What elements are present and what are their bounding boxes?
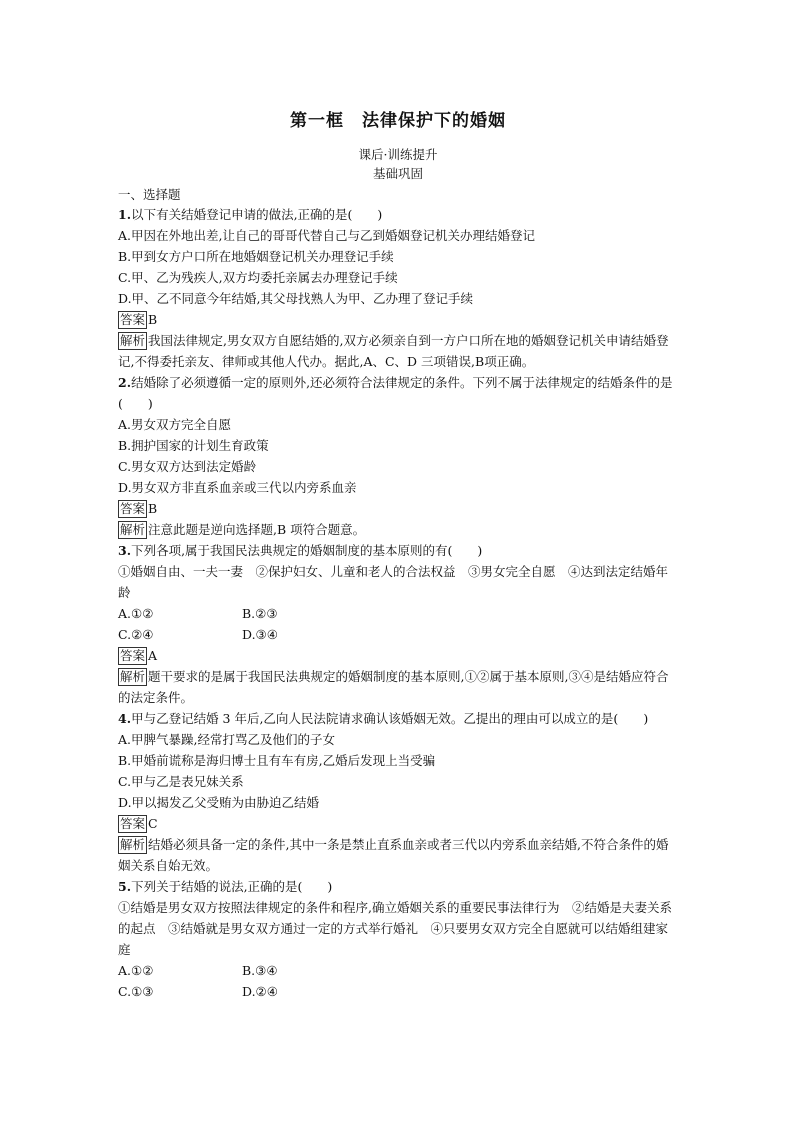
question-2	[118, 372, 678, 540]
question-stem: 甲与乙登记结婚 3 年后,乙向人民法院请求确认该婚姻无效。乙提出的理由可以成立的是( )	[131, 711, 649, 726]
analysis-text: 注意此题是逆向选择题,B 项符合题意。	[148, 522, 366, 537]
analysis-tag: 解析	[120, 522, 146, 537]
option-d: D.男女双方非直系血亲或三代以内旁系血亲	[118, 480, 357, 495]
subtitle-practice: 课后·训练提升	[358, 147, 438, 162]
answer-value: B	[148, 312, 158, 327]
option-b: B.甲婚前谎称是海归博士且有车有房,乙婚后发现上当受骗	[118, 753, 436, 768]
answer-tag: 答案	[120, 312, 146, 327]
answer-value: A	[148, 648, 158, 663]
option-d: D.③④	[242, 627, 278, 642]
question-number: 3.	[118, 543, 132, 558]
analysis-text: 题干要求的是属于我国民法典规定的婚姻制度的基本原则,①②属于基本原则,③④是结婚应符合的法定条件。	[118, 669, 669, 705]
option-c: C.①③	[118, 984, 154, 999]
option-c: C.男女双方达到法定婚龄	[118, 459, 257, 474]
question-3	[118, 540, 678, 708]
option-a: A.男女双方完全自愿	[118, 417, 232, 432]
question-stem: 以下有关结婚登记申请的做法,正确的是( )	[131, 207, 383, 222]
answer-value: C	[148, 816, 158, 831]
option-a: A.①②	[118, 963, 154, 978]
analysis-tag: 解析	[120, 837, 146, 852]
question-stem: 结婚除了必须遵循一定的原则外,还必须符合法律规定的条件。下列不属于法律规定的结婚条件的是( )	[118, 375, 673, 411]
option-a: A.甲脾气暴躁,经常打骂乙及他们的子女	[118, 732, 335, 747]
question-number: 1.	[118, 207, 132, 222]
option-c: C.甲、乙为残疾人,双方均委托亲属去办理登记手续	[118, 270, 398, 285]
option-b: B.甲到女方户口所在地婚姻登记机关办理登记手续	[118, 249, 394, 264]
option-d: D.甲、乙不同意今年结婚,其父母找熟人为甲、乙办理了登记手续	[118, 291, 474, 306]
analysis-text: 我国法律规定,男女双方自愿结婚的,双方必须亲自到一方户口所在地的婚姻登记机关申请结婚登记,不得委托亲友、律师或其他人代办。据此,A、C、D 三项错误,B项正确。	[118, 333, 669, 369]
question-5	[118, 876, 678, 1002]
option-d: D.甲以揭发乙父受贿为由胁迫乙结婚	[118, 795, 320, 810]
document-page	[118, 100, 678, 1002]
question-stem: 下列关于结婚的说法,正确的是( )	[131, 879, 333, 894]
answer-tag: 答案	[120, 816, 146, 831]
answer-tag: 答案	[120, 648, 146, 663]
question-number: 2.	[118, 375, 132, 390]
option-c: C.②④	[118, 627, 154, 642]
page-title: 第一框 法律保护下的婚姻	[290, 111, 506, 131]
option-b: B.②③	[242, 606, 278, 621]
subtitle-basic: 基础巩固	[372, 166, 423, 181]
question-number: 5.	[118, 879, 132, 894]
question-4	[118, 708, 678, 876]
option-d: D.②④	[242, 984, 278, 999]
analysis-tag: 解析	[120, 333, 146, 348]
question-statements: ①婚姻自由、一夫一妻 ②保护妇女、儿童和老人的合法权益 ③男女完全自愿 ④达到法定结婚年龄	[118, 564, 669, 600]
analysis-tag: 解析	[120, 669, 146, 684]
option-b: B.拥护国家的计划生育政策	[118, 438, 269, 453]
question-number: 4.	[118, 711, 132, 726]
question-statements: ①结婚是男女双方按照法律规定的条件和程序,确立婚姻关系的重要民事法律行为 ②结婚是夫妻关系的起点 ③结婚就是男女双方通过一定的方式举行婚礼 ④只要男女双方完全自愿就可以结婚组建家庭	[118, 900, 672, 957]
answer-tag: 答案	[120, 501, 146, 516]
analysis-text: 结婚必须具备一定的条件,其中一条是禁止直系血亲或者三代以内旁系血亲结婚,不符合条件的婚姻关系自始无效。	[118, 837, 669, 873]
option-a: A.甲因在外地出差,让自己的哥哥代替自己与乙到婚姻登记机关办理结婚登记	[118, 228, 535, 243]
answer-value: B	[148, 501, 158, 516]
question-stem: 下列各项,属于我国民法典规定的婚姻制度的基本原则的有( )	[131, 543, 483, 558]
section-heading: 一、选择题	[118, 187, 181, 202]
option-b: B.③④	[242, 963, 278, 978]
option-a: A.①②	[118, 606, 154, 621]
option-c: C.甲与乙是表兄妹关系	[118, 774, 244, 789]
question-1	[118, 204, 678, 372]
